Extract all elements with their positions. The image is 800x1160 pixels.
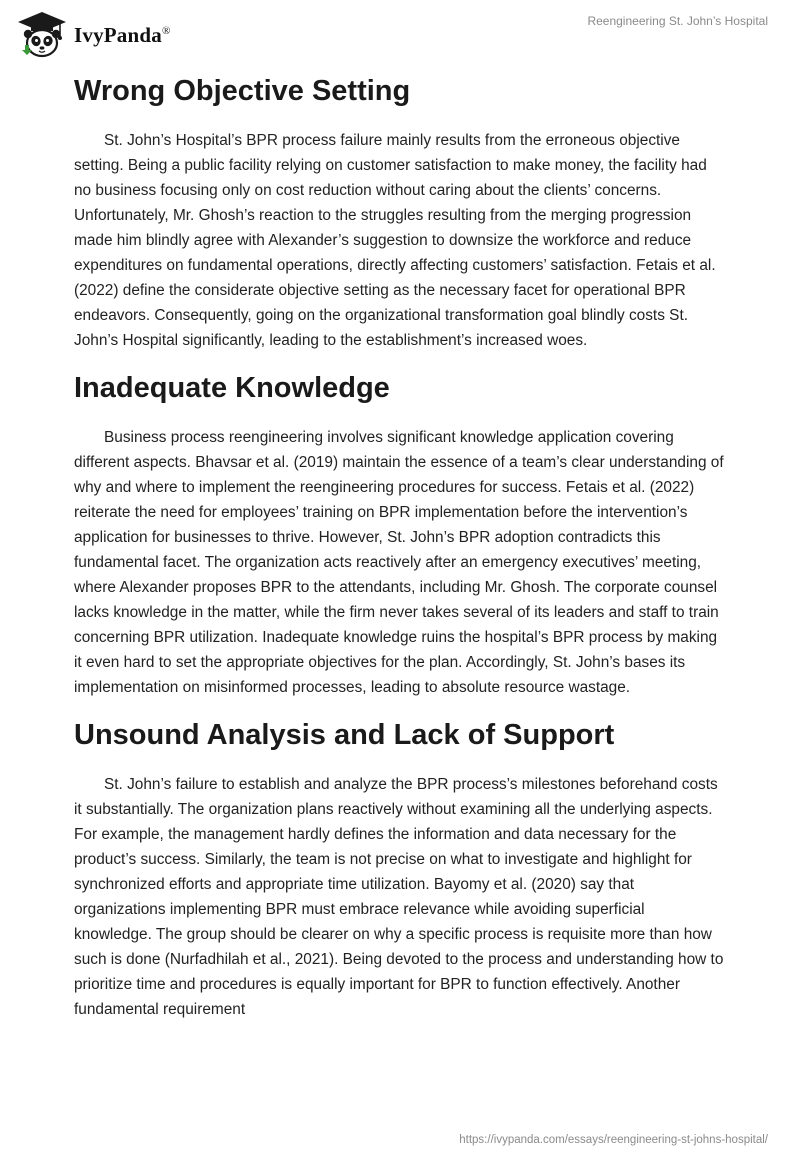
- section-heading: Wrong Objective Setting: [74, 75, 411, 107]
- section-paragraph: St. John’s failure to establish and analyze the BPR process’s milestones beforehand costs it substantially. The organization plans reactively without examining all the underlying aspects. For example, the management hardly defines the information and data necessary for the product’s success. Similarly, the team is not precise on what to investigate and highlight for synchronized efforts and appropriate time utilization. Bayomy et al. (2020) say that organizations implementing BPR must embrace relevance while avoiding superficial knowledge. The group should be clearer on why a specific process is requisite more than how such is done (Nurfadhilah et al., 2021). Being devoted to the process and understanding how to prioritize time and procedures is equally important for BPR to function effectively. Another fundamental requirement: [74, 776, 724, 1018]
- article-body: [74, 68, 724, 1034]
- section-inadequate-knowledge: [74, 365, 724, 700]
- brand-logo[interactable]: [16, 10, 171, 60]
- section-unsound-analysis: [74, 712, 724, 1022]
- page-header: [0, 0, 800, 70]
- section-wrong-objective-setting: [74, 68, 724, 353]
- section-paragraph: Business process reengineering involves significant knowledge application covering different aspects. Bhavsar et al. (2019) maintain the essence of a team’s clear understanding of why and where to implement the reengineering procedures for success. Fetais et al. (2022) reiterate the need for employees’ training on BPR implementation before the intervention’s application for businesses to thrive. However, St. John’s BPR adoption contradicts this fundamental facet. The organization acts reactively after an emergency executives’ meeting, where Alexander proposes BPR to the attendants, including Mr. Ghosh. The corporate counsel lacks knowledge in the matter, while the firm never takes several of its leaders and staff to train concerning BPR utilization. Inadequate knowledge ruins the hospital’s BPR process by making it even hard to set the appropriate objectives for the plan. Accordingly, St. John’s bases its implementation on misinformed processes, leading to absolute resource wastage.: [74, 429, 724, 696]
- section-paragraph: St. John’s Hospital’s BPR process failure mainly results from the erroneous objective setting. Being a public facility relying on customer satisfaction to make money, the facility had no business focusing only on cost reduction without caring about the clients’ concerns. Unfortunately, Mr. Ghosh’s reaction to the struggles resulting from the merging progression made him blindly agree with Alexander’s suggestion to downsize the workforce and reduce expenditures on fundamental operations, directly affecting customers’ satisfaction. Fetais et al. (2022) define the considerate objective setting as the necessary facet for operational BPR endeavors. Consequently, going on the organizational transformation goal blindly costs St. John’s Hospital significantly, leading to the establishment’s increased woes.: [74, 132, 716, 349]
- panda-graduate-icon: [16, 10, 68, 60]
- section-heading: Inadequate Knowledge: [74, 372, 390, 404]
- source-url[interactable]: https://ivypanda.com/essays/reengineering-st-johns-hospital/: [459, 1134, 768, 1146]
- brand-name: IvyPanda®: [74, 22, 171, 47]
- running-title: Reengineering St. John’s Hospital: [587, 14, 768, 28]
- registered-mark: ®: [161, 24, 171, 37]
- section-heading: Unsound Analysis and Lack of Support: [74, 719, 615, 751]
